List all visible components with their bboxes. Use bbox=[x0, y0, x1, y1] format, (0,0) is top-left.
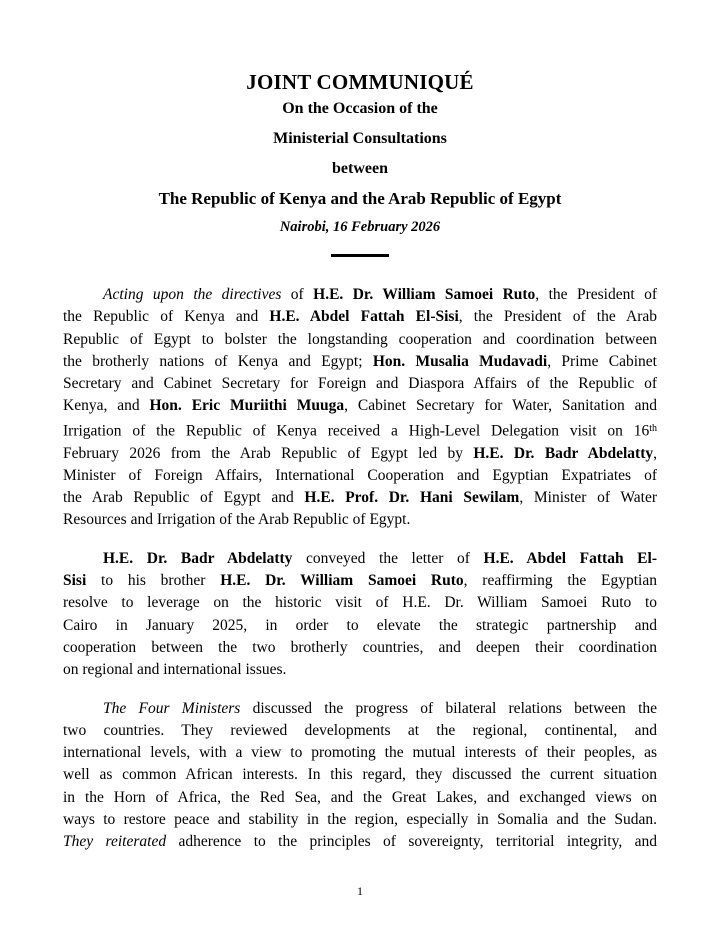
text-segment: Acting upon the directives bbox=[103, 286, 282, 303]
text-line bbox=[63, 742, 657, 764]
text-segment: H.E. Dr. Badr Abdelatty bbox=[103, 549, 293, 567]
text-segment: , the President of bbox=[535, 286, 657, 303]
text-segment: Secretary and Cabinet Secretary for Foreign and Diaspora Affairs of the Republic of bbox=[63, 375, 657, 393]
text-segment: Minister of Foreign Affairs, International Cooperation and Egyptian Expatriates of bbox=[63, 466, 657, 484]
text-segment: the Arab Republic of Egypt and bbox=[63, 489, 305, 507]
text-segment: Resources and Irrigation of the Arab Republic of Egypt. bbox=[63, 511, 411, 529]
text-segment: , the President of the Arab bbox=[458, 308, 657, 326]
text-line bbox=[63, 592, 657, 614]
text-segment: H.E. Prof. Dr. Hani Sewilam bbox=[304, 489, 520, 507]
text-segment: discussed the progress of bilateral relations between the bbox=[240, 699, 658, 717]
text-line bbox=[63, 615, 657, 637]
paragraph bbox=[63, 698, 657, 854]
text-segment: the Republic of Kenya and bbox=[63, 308, 270, 326]
header-divider-rule bbox=[331, 254, 389, 257]
text-segment: conveyed the letter of bbox=[292, 549, 484, 567]
text-line bbox=[63, 548, 657, 570]
text-segment: Hon. Musalia Mudavadi bbox=[372, 352, 548, 370]
text-line bbox=[63, 373, 657, 395]
text-segment: , bbox=[653, 444, 657, 462]
text-line bbox=[63, 698, 657, 720]
paragraph bbox=[63, 548, 657, 682]
text-segment: international levels, with a view to promoting the mutual interests of their peoples, as bbox=[63, 744, 657, 762]
text-segment: the brotherly nations of Kenya and Egypt; bbox=[63, 352, 373, 370]
page-number: 1 bbox=[357, 884, 363, 898]
text-line bbox=[63, 351, 657, 373]
text-line bbox=[63, 395, 657, 417]
text-segment: Sisi bbox=[63, 572, 87, 590]
text-segment: H.E. Dr. William Samoei Ruto bbox=[220, 572, 464, 590]
text-segment: Cairo in January 2025, in order to elevate the strategic partnership and bbox=[63, 616, 657, 634]
text-segment: well as common African interests. In this regard, they discussed the current situation bbox=[63, 766, 657, 784]
document-dateline: Nairobi, 16 February 2026 bbox=[279, 219, 441, 235]
paragraph bbox=[63, 284, 657, 532]
text-segment: on regional and international issues. bbox=[63, 661, 287, 679]
text-line bbox=[63, 443, 657, 465]
text-segment: ways to restore peace and stability in the region, especially in Somalia and the Sudan. bbox=[63, 811, 657, 829]
text-segment: H.E. Dr. Badr Abdelatty bbox=[473, 444, 654, 462]
text-segment: Republic of Egypt to bolster the longstanding cooperation and coordination between bbox=[63, 330, 657, 348]
text-line bbox=[63, 720, 657, 742]
text-line bbox=[63, 659, 657, 681]
text-line bbox=[63, 329, 657, 351]
text-segment: H.E. Abdel Fattah El- bbox=[483, 549, 657, 567]
text-segment: , Prime Cabinet bbox=[547, 352, 657, 370]
text-line bbox=[63, 465, 657, 487]
text-line bbox=[63, 787, 657, 809]
text-segment: , Minister of Water bbox=[519, 489, 657, 507]
text-line bbox=[63, 418, 657, 443]
text-line bbox=[63, 809, 657, 831]
text-segment: of bbox=[281, 286, 314, 303]
text-segment: resolve to leverage on the historic visit of H.E. Dr. William Samoei Ruto to bbox=[63, 594, 657, 612]
document-subtitle-occasion: On the Occasion of the bbox=[282, 100, 438, 117]
text-segment: Kenya, and bbox=[63, 397, 150, 415]
text-segment: They reiterated bbox=[63, 833, 167, 851]
text-segment: Hon. Eric Muriithi Muuga bbox=[149, 397, 345, 415]
document-header bbox=[0, 0, 720, 257]
text-line bbox=[63, 764, 657, 786]
document-subtitle-event: Ministerial Consultations bbox=[273, 130, 447, 147]
text-segment: Irrigation of the Republic of Kenya received a High-Level Delegation visit on 16 bbox=[63, 422, 650, 440]
text-segment: H.E. Abdel Fattah El-Sisi bbox=[269, 308, 459, 326]
text-segment: cooperation between the two brotherly countries, and deepen their coordination bbox=[63, 638, 657, 656]
text-segment: February 2026 from the Arab Republic of Egypt led by bbox=[63, 444, 474, 462]
text-line bbox=[63, 637, 657, 659]
document-title: JOINT COMMUNIQUÉ bbox=[246, 70, 474, 94]
document-parties-line: The Republic of Kenya and the Arab Republic of Egypt bbox=[158, 189, 562, 208]
text-segment: th bbox=[649, 422, 657, 434]
document-body bbox=[63, 284, 657, 854]
text-segment: adherence to the principles of sovereignty, territorial integrity, and bbox=[166, 833, 657, 851]
text-line bbox=[63, 831, 657, 853]
text-segment: to his brother bbox=[86, 572, 221, 590]
text-segment: two countries. They reviewed developments at the regional, continental, and bbox=[63, 721, 657, 739]
text-line bbox=[63, 284, 657, 306]
text-segment: in the Horn of Africa, the Red Sea, and the Great Lakes, and exchanged views on bbox=[63, 788, 657, 806]
document-subtitle-between: between bbox=[332, 160, 388, 177]
text-segment: , Cabinet Secretary for Water, Sanitation and bbox=[344, 397, 657, 415]
text-line bbox=[63, 570, 657, 592]
text-line bbox=[63, 306, 657, 328]
text-segment: The Four Ministers bbox=[103, 699, 241, 717]
text-segment: H.E. Dr. William Samoei Ruto bbox=[313, 286, 536, 303]
text-line bbox=[63, 509, 657, 531]
text-segment: , reaffirming the Egyptian bbox=[463, 572, 657, 590]
text-line bbox=[63, 487, 657, 509]
